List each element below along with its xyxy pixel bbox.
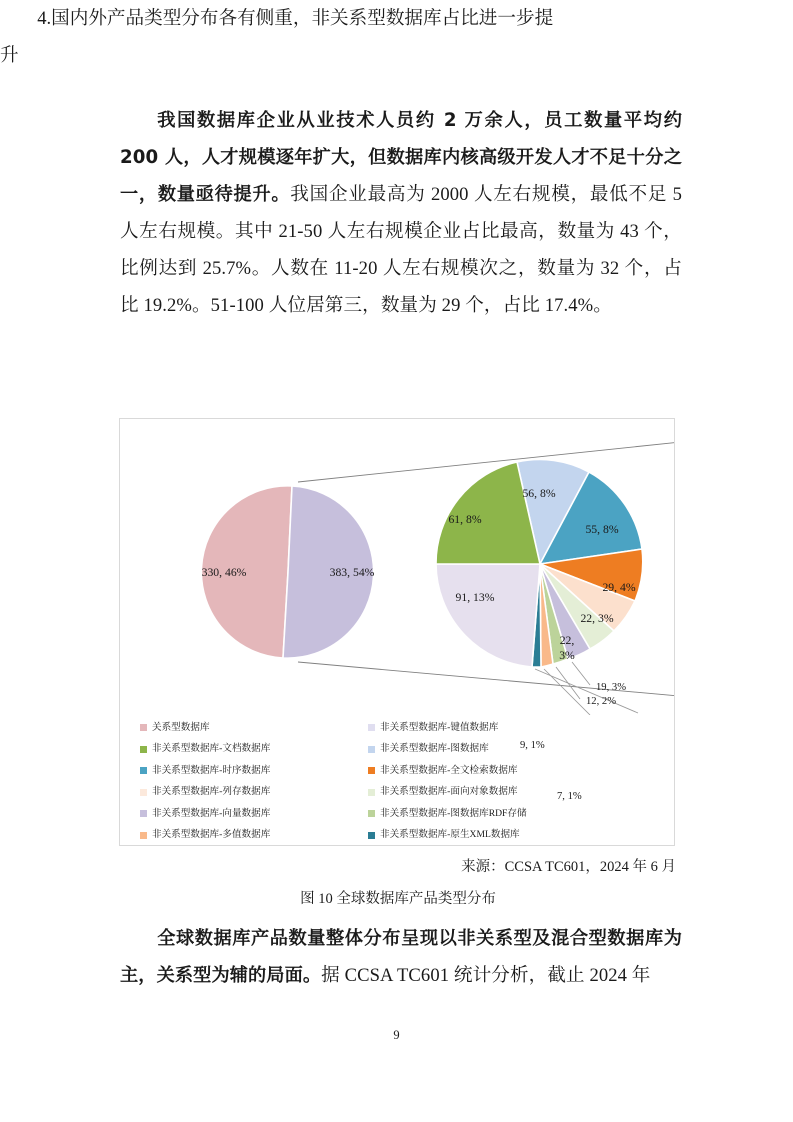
legend-swatch-icon: [140, 746, 147, 753]
paragraph-workforce: [120, 102, 682, 324]
primary-label-nonrelational: 383, 54%: [329, 566, 375, 579]
legend-label: 关系型数据库: [152, 721, 210, 733]
legend-swatch-icon: [368, 767, 375, 774]
secondary-label-graph: 91, 13%: [455, 591, 495, 604]
legend-item[interactable]: [140, 766, 350, 776]
pie-of-pie-chart: [120, 419, 674, 715]
chart-source-note: 来源：CCSA TC601，2024 年 6 月: [461, 859, 676, 875]
legend-swatch-icon: [368, 810, 375, 817]
legend-label: 非关系型数据库-向量数据库: [152, 807, 271, 819]
legend-label: 非关系型数据库-全文检索数据库: [380, 764, 518, 776]
paragraph-2-bold-text: 全球数据库产品数量整体分布呈现以非关系型及混合型数据库为主，关系型为辅的局面。: [120, 928, 682, 986]
legend-item[interactable]: [140, 809, 350, 819]
outer-leader-labels: [500, 690, 690, 820]
legend-label: 非关系型数据库-图数据库: [380, 743, 489, 755]
legend-label: 非关系型数据库-文档数据库: [152, 743, 271, 755]
secondary-label-xml: 7, 1%: [557, 791, 582, 802]
legend-item[interactable]: [140, 830, 350, 840]
legend-item[interactable]: [140, 744, 350, 754]
legend-swatch-icon: [140, 724, 147, 731]
legend-label: 非关系型数据库-时序数据库: [152, 764, 271, 776]
paragraph-global-distribution: [120, 920, 682, 994]
secondary-label-objectoriented-a: 22,: [559, 634, 575, 647]
paragraph-1-rest-text: 我国企业最高为 2000 人左右规模，最低不足 5 人左右规模。其中 21-50 人左右规模企业占比最高，数量为 43 个，比例达到 25.7%。人数在 11-20 人左右规模次之，数量为 32 个，占比 19.2%。51-100 人位居第三，数量为 29 个，占比 17.4%。: [120, 184, 682, 316]
secondary-label-vector: 19, 3%: [596, 682, 627, 693]
legend-label: 非关系型数据库-图数据库RDF存储: [380, 807, 527, 819]
paragraph-2-rest-text: 据 CCSA TC601 统计分析，截止 2024 年: [321, 965, 651, 986]
legend-label: 非关系型数据库-列存数据库: [152, 786, 271, 798]
legend-swatch-icon: [368, 832, 375, 839]
legend-swatch-icon: [140, 832, 147, 839]
legend-swatch-icon: [368, 746, 375, 753]
legend-swatch-icon: [140, 810, 147, 817]
secondary-slice-graph: [436, 564, 540, 667]
secondary-label-objectoriented-b: 3%: [559, 649, 575, 662]
legend-swatch-icon: [140, 767, 147, 774]
legend-label: 非关系型数据库-面向对象数据库: [380, 786, 518, 798]
legend-item[interactable]: [368, 830, 598, 840]
section-heading-4: 4.国内外产品类型分布各有侧重，非关系型数据库占比进一步提升: [0, 8, 554, 66]
primary-label-relational: 330, 46%: [201, 566, 247, 579]
secondary-label-multivalue: 9, 1%: [520, 740, 545, 751]
secondary-label-keyvalue: 56, 8%: [522, 487, 556, 500]
legend-label: 非关系型数据库-多值数据库: [152, 829, 271, 841]
paragraph-1-bold-text: 我国数据库企业从业技术人员约 2 万余人，员工数量平均约 200 人，人才规模逐年扩大，但数据库内核高级开发人才不足十分之一，数量亟待提升。: [120, 110, 682, 205]
secondary-label-timeseries: 55, 8%: [585, 523, 619, 536]
page-number: 9: [393, 1028, 400, 1042]
legend-label: 非关系型数据库-键值数据库: [380, 721, 499, 733]
legend-item[interactable]: [140, 723, 350, 733]
legend-label: 非关系型数据库-原生XML数据库: [380, 829, 520, 841]
secondary-label-fulltext: 29, 4%: [602, 581, 636, 594]
secondary-label-columnstore: 22, 3%: [580, 612, 614, 625]
legend-swatch-icon: [368, 724, 375, 731]
primary-pie: [201, 486, 374, 658]
legend-item[interactable]: [140, 787, 350, 797]
legend-swatch-icon: [368, 789, 375, 796]
secondary-label-rdf: 12, 2%: [586, 696, 617, 707]
chart-caption: 图 10 全球数据库产品类型分布: [300, 891, 496, 907]
legend-swatch-icon: [140, 789, 147, 796]
secondary-label-document: 61, 8%: [448, 513, 482, 526]
